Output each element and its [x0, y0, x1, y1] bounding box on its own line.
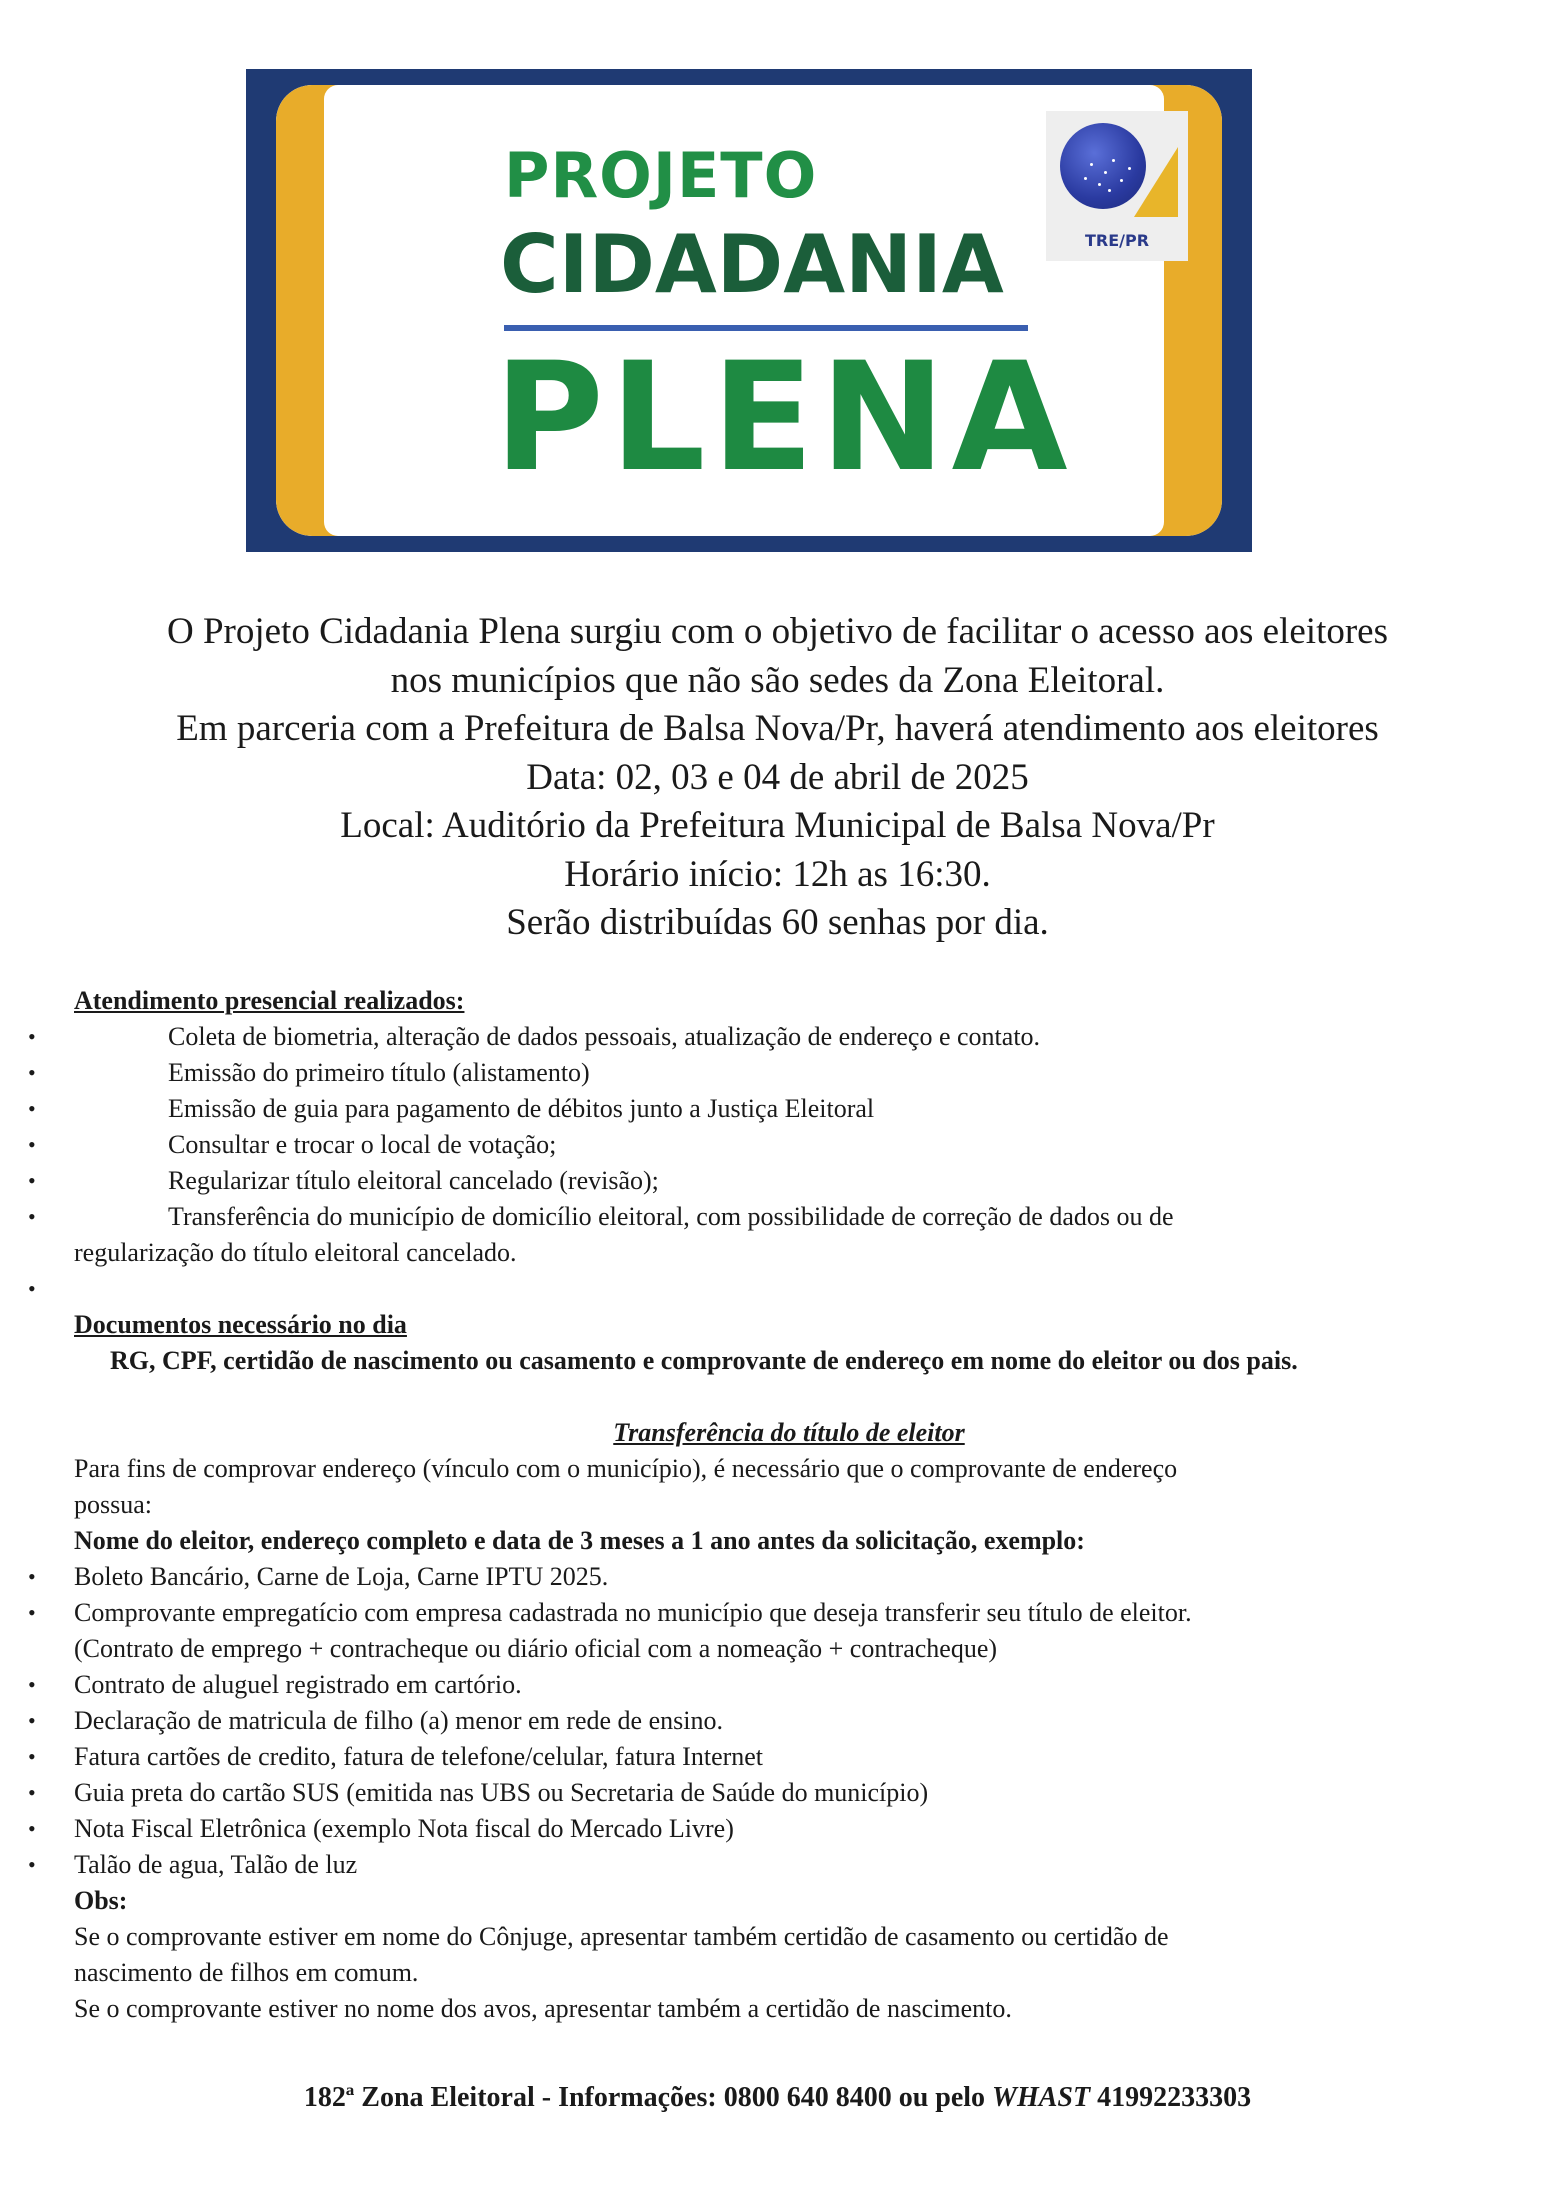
documents-title: Documentos necessário no dia: [74, 1310, 407, 1339]
list-item: • Guia preta do cartão SUS (emitida nas UBS ou Secretaria de Saúde do município): [74, 1775, 1504, 1811]
list-item: • Comprovante empregatício com empresa cadastrada no município que deseja transferir seu título de eleitor.: [74, 1595, 1504, 1631]
list-item: • Coleta de biometria, alteração de dados pessoais, atualização de endereço e contato.: [74, 1019, 1504, 1055]
transfer-section: [28, 1415, 1504, 2027]
bullet-icon: •: [28, 1024, 36, 1049]
transfer-intro: possua:: [74, 1490, 152, 1519]
transfer-intro: Para fins de comprovar endereço (vínculo com o município), é necessário que o comprovante de endereço: [74, 1454, 1178, 1483]
bullet-icon: •: [28, 1852, 36, 1877]
whatsapp-number: 41992233303: [1097, 2082, 1252, 2113]
obs-label: Obs:: [74, 1886, 128, 1915]
bullet-icon: •: [28, 1744, 36, 1769]
banner-title-projeto: PROJETO: [504, 139, 818, 212]
bullet-icon: •: [28, 1708, 36, 1733]
bullet-icon: •: [28, 1132, 36, 1157]
event-hours: Horário início: 12h as 16:30.: [564, 853, 991, 895]
banner-title-cidadania: CIDADANIA: [500, 218, 1004, 311]
intro-paragraph: [40, 608, 1515, 948]
globe-icon: [1060, 123, 1146, 209]
project-banner: [246, 69, 1252, 552]
list-item: • Emissão do primeiro título (alistamento): [74, 1055, 1504, 1091]
event-date: Data: 02, 03 e 04 de abril de 2025: [526, 756, 1029, 798]
intro-line: O Projeto Cidadania Plena surgiu com o objetivo de facilitar o acesso aos eleitores: [166, 611, 1389, 652]
services-section: [28, 983, 1504, 1307]
list-item-continuation: (Contrato de emprego + contracheque ou diário oficial com a nomeação + contracheque): [74, 1634, 998, 1663]
footer-contact: [0, 2080, 1555, 2116]
bullet-icon: •: [28, 1096, 36, 1121]
obs-line: nascimento de filhos em comum.: [74, 1958, 419, 1987]
tre-pr-logo: [1046, 111, 1188, 261]
list-item: • Consultar e trocar o local de votação;: [74, 1127, 1504, 1163]
event-location: Local: Auditório da Prefeitura Municipal de Balsa Nova/Pr: [340, 805, 1215, 846]
list-item: • Regularizar título eleitoral cancelado (revisão);: [74, 1163, 1504, 1199]
obs-line: Se o comprovante estiver no nome dos avos, apresentar também a certidão de nascimento.: [74, 1994, 1012, 2023]
banner-left-stripe: [276, 85, 338, 536]
bullet-icon: •: [28, 1600, 36, 1625]
list-item: • Nota Fiscal Eletrônica (exemplo Nota fiscal do Mercado Livre): [74, 1811, 1504, 1847]
bullet-icon: •: [28, 1672, 36, 1697]
bullet-icon: •: [28, 1060, 36, 1085]
list-item: • Emissão de guia para pagamento de débitos junto a Justiça Eleitoral: [74, 1091, 1504, 1127]
intro-line: nos municípios que não são sedes da Zona Eleitoral.: [390, 659, 1165, 701]
list-item-continuation: regularização do título eleitoral cancelado.: [74, 1238, 517, 1267]
list-item: • Boleto Bancário, Carne de Loja, Carne IPTU 2025.: [74, 1559, 1504, 1595]
intro-line: Em parceria com a Prefeitura de Balsa Nova/Pr, haverá atendimento aos eleitores: [176, 708, 1379, 749]
tre-pr-label: TRE/PR: [1084, 231, 1150, 250]
empty-list-item: [28, 1271, 1504, 1307]
bullet-icon: •: [28, 1168, 36, 1193]
transfer-title: Transferência do título de eleitor: [613, 1418, 965, 1447]
list-item: • Contrato de aluguel registrado em cartório.: [74, 1667, 1504, 1703]
bullet-icon: •: [28, 1816, 36, 1841]
event-tickets: Serão distribuídas 60 senhas por dia.: [506, 902, 1049, 943]
whatsapp-label: WHAST: [992, 2082, 1091, 2113]
banner-card: [276, 85, 1222, 536]
bullet-icon: •: [28, 1564, 36, 1589]
documents-section: [74, 1307, 1504, 1379]
banner-title-plena: PLENA: [494, 331, 1074, 505]
transfer-requirement: Nome do eleitor, endereço completo e data de 3 meses a 1 ano antes da solicitação, exemplo:: [74, 1526, 1085, 1555]
bullet-icon: •: [28, 1204, 36, 1229]
documents-list: RG, CPF, certidão de nascimento ou casamento e comprovante de endereço em nome do eleitor ou dos pais.: [110, 1346, 1298, 1375]
list-item: • Fatura cartões de credito, fatura de telefone/celular, fatura Internet: [74, 1739, 1504, 1775]
bullet-icon: •: [28, 1276, 36, 1301]
bullet-icon: •: [28, 1780, 36, 1805]
footer-text: 182ª Zona Eleitoral - Informações: 0800 640 8400 ou pelo: [303, 2082, 986, 2113]
list-item: • Declaração de matricula de filho (a) menor em rede de ensino.: [74, 1703, 1504, 1739]
list-item: • Talão de agua, Talão de luz: [74, 1847, 1504, 1883]
obs-line: Se o comprovante estiver em nome do Cônjuge, apresentar também certidão de casamento ou certidão de: [74, 1922, 1169, 1951]
services-title: Atendimento presencial realizados:: [74, 986, 465, 1015]
list-item: • Transferência do município de domicílio eleitoral, com possibilidade de correção de dados ou de: [74, 1199, 1504, 1235]
